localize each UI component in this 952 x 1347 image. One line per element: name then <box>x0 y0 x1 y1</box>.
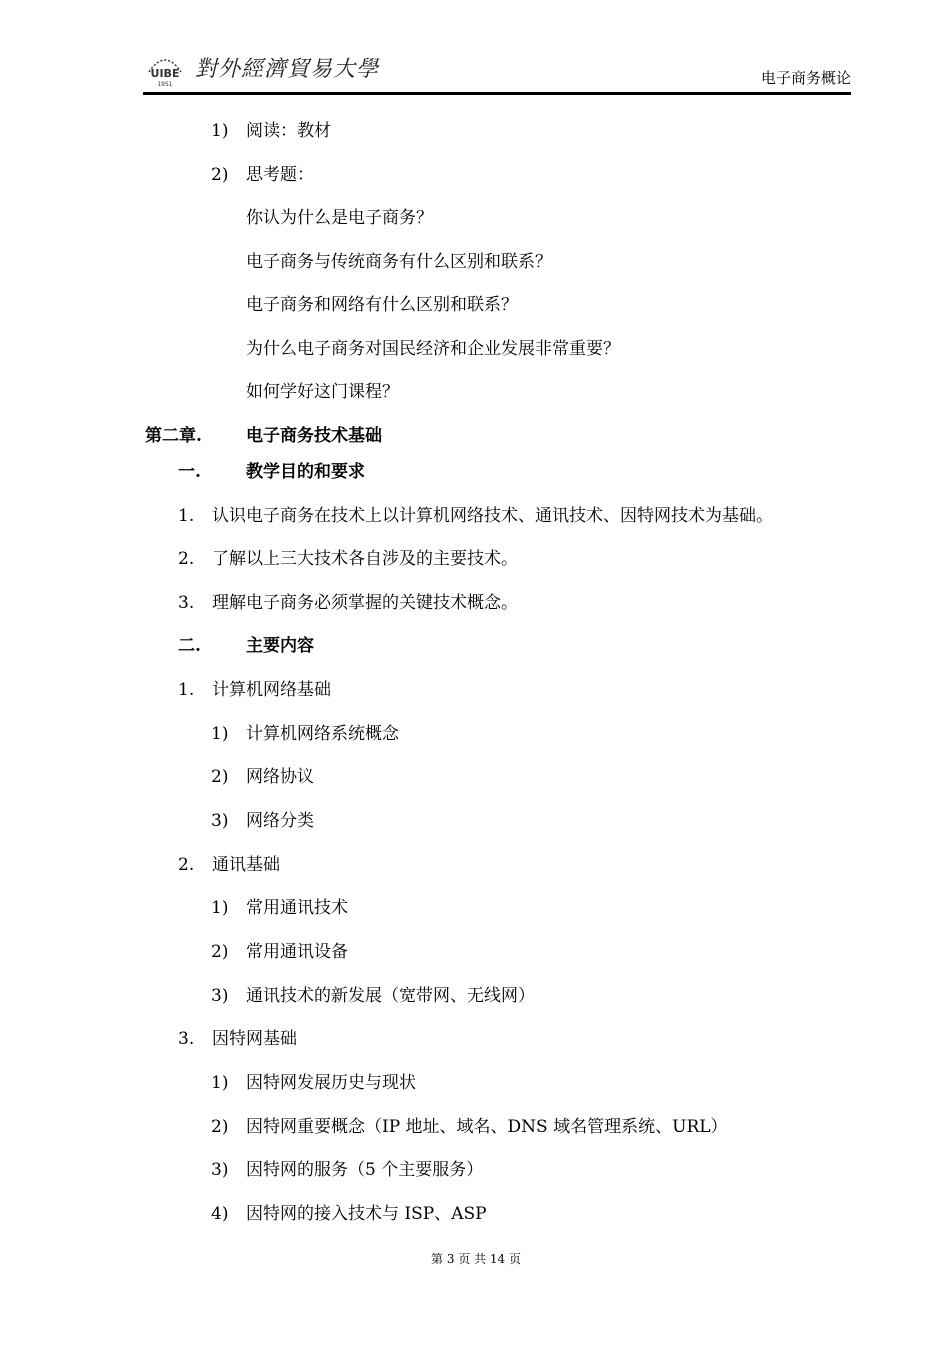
item-text: 网络协议 <box>246 767 314 787</box>
item-text: 思考题： <box>246 165 314 185</box>
list-item <box>178 591 518 615</box>
item-text: 了解以上三大技术各自涉及的主要技术。 <box>212 549 518 569</box>
chapter-title: 电子商务技术基础 <box>246 426 382 446</box>
list-item <box>211 984 535 1008</box>
page-footer: 第 3 页 共 14 页 <box>431 1252 521 1266</box>
item-number: 2) <box>211 942 229 962</box>
list-item <box>211 163 314 187</box>
university-name-logo: 對外經濟貿易大學 <box>195 57 380 82</box>
item-text: 电子商务与传统商务有什么区别和联系？ <box>246 252 552 272</box>
section-heading <box>178 634 314 658</box>
chapter-number: 第二章. <box>145 426 202 446</box>
list-item <box>211 765 314 789</box>
item-text: 计算机网络基础 <box>212 680 331 700</box>
list-item <box>178 853 280 877</box>
item-text: 如何学好这门课程？ <box>246 382 399 402</box>
logo-year: 1951 <box>157 81 173 88</box>
list-item <box>178 678 331 702</box>
question-item <box>246 293 518 317</box>
question-item <box>246 206 433 230</box>
item-number: 2. <box>178 855 195 875</box>
page-header <box>143 40 851 95</box>
list-item <box>211 722 399 746</box>
item-number: 3) <box>211 986 229 1006</box>
section-heading <box>178 460 365 484</box>
item-text: 计算机网络系统概念 <box>246 724 399 744</box>
list-item <box>211 809 314 833</box>
section-number: 二. <box>178 636 201 656</box>
list-item <box>211 119 331 143</box>
document-title: 电子商务概论 <box>760 69 851 87</box>
item-text: 因特网的服务（5 个主要服务） <box>246 1160 484 1180</box>
section-number: 一. <box>178 462 201 482</box>
item-number: 2) <box>211 1117 229 1137</box>
question-item <box>246 380 399 404</box>
question-item <box>246 337 620 361</box>
item-number: 3. <box>178 593 195 613</box>
item-text: 因特网基础 <box>212 1029 297 1049</box>
item-number: 1) <box>211 898 229 918</box>
list-item <box>178 547 518 571</box>
item-number: 3) <box>211 1160 229 1180</box>
chapter-heading <box>145 424 382 448</box>
list-item <box>211 1202 487 1226</box>
university-logo-icon <box>143 46 187 90</box>
list-item <box>211 940 348 964</box>
item-text: 为什么电子商务对国民经济和企业发展非常重要？ <box>246 339 620 359</box>
item-number: 3) <box>211 811 229 831</box>
logo-mark-text: UIBE <box>150 67 180 80</box>
item-text: 通讯基础 <box>212 855 280 875</box>
list-item <box>178 1027 297 1051</box>
item-text: 电子商务和网络有什么区别和联系？ <box>246 295 518 315</box>
item-number: 4) <box>211 1204 229 1224</box>
item-text: 通讯技术的新发展（宽带网、无线网） <box>246 986 535 1006</box>
item-text: 阅读：教材 <box>246 121 331 141</box>
item-number: 1) <box>211 121 229 141</box>
item-text: 认识电子商务在技术上以计算机网络技术、通讯技术、因特网技术为基础。 <box>212 506 773 526</box>
item-number: 2. <box>178 549 195 569</box>
item-text: 因特网的接入技术与 ISP、ASP <box>246 1204 487 1224</box>
list-item <box>211 1115 728 1139</box>
question-item <box>246 250 552 274</box>
item-text: 常用通讯设备 <box>246 942 348 962</box>
item-text: 你认为什么是电子商务？ <box>246 208 433 228</box>
item-number: 1. <box>178 680 195 700</box>
item-text: 理解电子商务必须掌握的关键技术概念。 <box>212 593 518 613</box>
list-item <box>211 1071 416 1095</box>
section-title: 主要内容 <box>246 636 314 656</box>
item-text: 因特网重要概念（IP 地址、域名、DNS 域名管理系统、URL） <box>246 1117 728 1137</box>
item-text: 因特网发展历史与现状 <box>246 1073 416 1093</box>
list-item <box>211 896 348 920</box>
item-number: 1) <box>211 724 229 744</box>
item-text: 常用通讯技术 <box>246 898 348 918</box>
item-number: 2) <box>211 165 229 185</box>
item-number: 1) <box>211 1073 229 1093</box>
item-text: 网络分类 <box>246 811 314 831</box>
list-item <box>178 504 773 528</box>
section-title: 教学目的和要求 <box>246 462 365 482</box>
item-number: 2) <box>211 767 229 787</box>
item-number: 3. <box>178 1029 195 1049</box>
item-number: 1. <box>178 506 195 526</box>
list-item <box>211 1158 483 1182</box>
